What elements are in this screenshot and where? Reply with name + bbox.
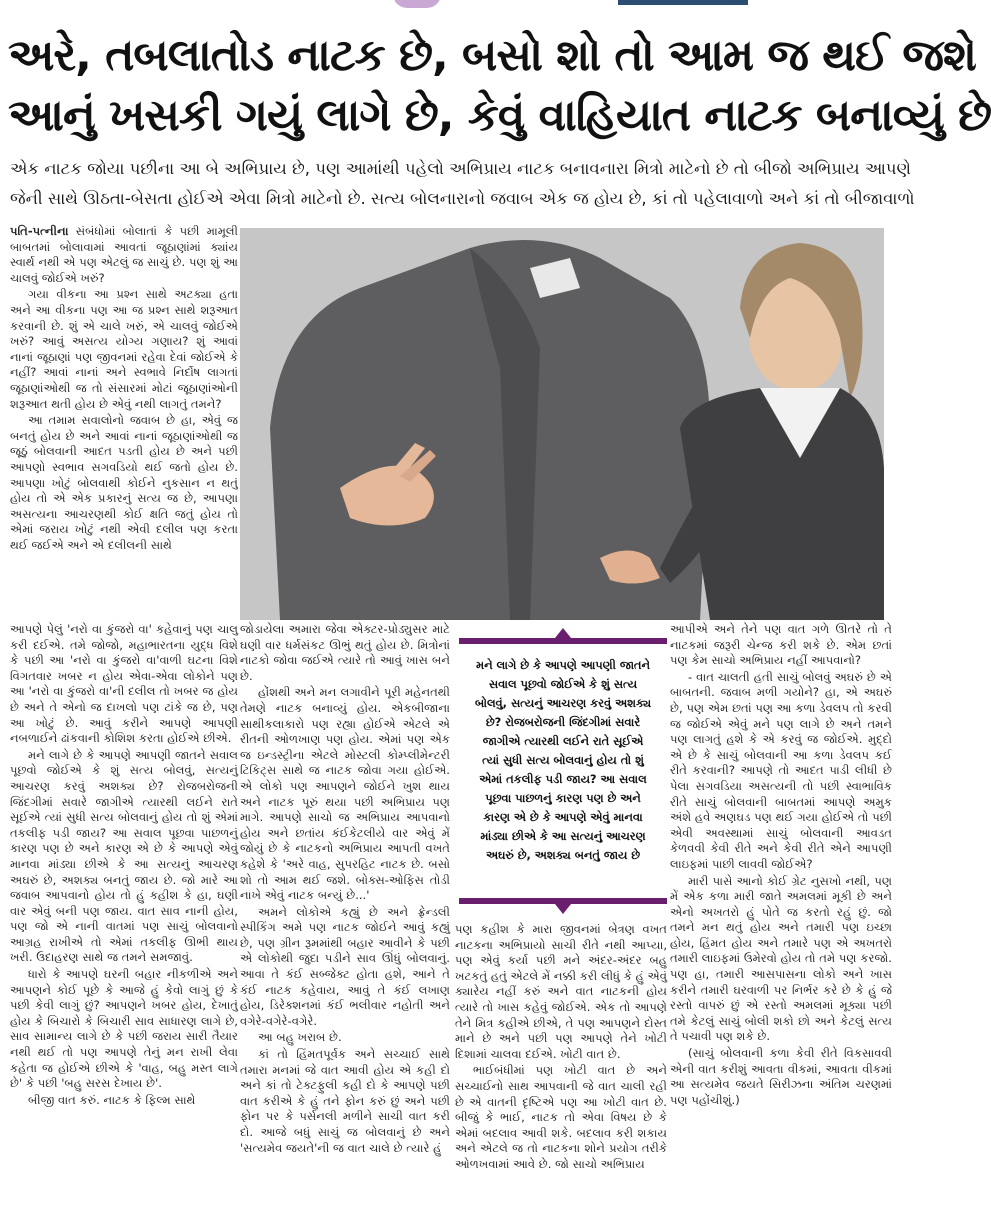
pull-quote-bottom-bar — [459, 898, 667, 916]
handshake-crossed-fingers-illustration — [240, 228, 884, 620]
column-1-bottom — [10, 622, 238, 1214]
paragraph: આ બહુ ખરાબ છે. — [258, 1030, 342, 1045]
deck-line-2: જેની સાથે ઊઠતા-બેસતા હોઈએ એવા મિત્રો માટેનો છે. સત્ય બોલનારાનો જવાબ એક જ હોય છે, કાં તો પહેલાવાળો અને કાં તો બીજાવાળો — [10, 189, 915, 208]
column-4 — [670, 622, 892, 1214]
article-photo — [240, 228, 884, 620]
section-tab — [393, 0, 441, 8]
headline-line-2: આનું ખસકી ગયું લાગે છે, કેવું વાહિયાત નાટક બનાવ્યું છે — [8, 90, 991, 141]
column-1-top — [10, 224, 238, 620]
pull-quote-top-bar — [459, 626, 667, 644]
paragraph: (સાચું બોલવાની કળા કેવી રીતે વિકસાવવી એની વાત કરીશું આવતા વીકમાં, આવતા વીકમાં આ સત્યમેવ જયતે સિરીઝના અંતિમ ચરણમાં પણ પહોંચીશું.) — [670, 1046, 892, 1107]
top-photo-edge — [618, 0, 748, 5]
paragraph: બીજી વાત કરું. નાટક કે ફિલ્મ સાથે — [28, 1092, 196, 1107]
column-2 — [240, 622, 450, 1214]
paragraph: જોડાયેલા અમારા જેવા એક્ટર-પ્રોડ્યુસર માટે ઘણી વાર ધર્મસંકટ ઊભું થતું હોય છે. મિત્રોનાં નાટકો જોવા જઈએ ત્યારે તો આવું ખાસ બને છે. — [240, 622, 450, 683]
pull-quote — [459, 626, 667, 916]
paragraph: હોંશથી અને મન લગાવીને પૂરી મહેનતથી તેમણે નાટક બનાવ્યું હોય. એકબીજાના સાથીકલાકારો પણ રહ્યા હોઈએ એટલે એ રીતની ઓળખાણ પણ હોય. એમાં પણ એક જ ઇન્ડસ્ટ્રીના એટલે મોસ્ટલી કોમ્પ્લીમેન્ટરી ટિકિટ્સ સાથે જ નાટક જોવા ગયા હોઈએ. એ લોકો પણ આપણને જોઈને ખુશ થાય અને નાટક પૂરું થયા પછી અભિપ્રાય પણ માગે. આપણે સાચો જ અભિપ્રાય આપવાનો હોય અને છતાંય કંઈકેટલીયે વાર એવું મેં જોયું છે કે નાટકનો અભિપ્રાય આપતી વખતે કહેશે કે 'અરે વાહ, સુપરહિટ નાટક છે. બસો શો તો આમ થઈ જશે. બોક્સ-ઓફિસ તોડી નાખે એવું નાટક બન્યું છે...' — [240, 685, 450, 903]
deck-line-1: એક નાટક જોયા પછીના આ બે અભિપ્રાય છે, પણ આમાંથી પહેલો અભિપ્રાય નાટક બનાવનારા મિત્રો માટેનો છે તો બીજો અભિપ્રાય આપણે — [10, 159, 911, 178]
paragraph: આપીએ અને તેને પણ વાત ગળે ઊતરે તો તે નાટકમાં જરૂરી ચેન્જ કરી શકે છે. એમ છતાં પણ કેમ સાચો અભિપ્રાય નહીં આપવાનો? — [670, 622, 892, 668]
headline-line-1: અરે, તબલાતોડ નાટક છે, બસો શો તો આમ જ થઈ જશે — [8, 30, 976, 81]
paragraph: - વાત ચાલતી હતી સાચું બોલવું અઘરું છે એ બાબતની. જવાબ મળી ગયોને? હા, એ અઘરું છે, પણ એમ છતાં પણ આ કળા ડેવલપ તો કરવી જ જોઈએ એવું મને પણ લાગે છે અને તમને પણ લાગતું હશે કે એ કરવું જ જોઈએ. મુદ્દો એ છે કે સાચું બોલવાની આ કળા ડેવલપ કઈ રીતે કરવાની? આપણે તો આદત પાડી લીધી છે પેલા સગવડિયા અસત્યની તો પછી સ્વાભાવિક રીતે સાચું બોલવાની બાબતમાં આપણે અમુક અંશે હવે અણઘડ પણ થઈ ગયા હોઈએ તો પછી એવી અવસ્થામાં સાચું બોલવાની આવડત કેળવવી કેવી રીતે અને કેવી રીતે એને આપણી લાઇફમાં પાછી લાવવી જોઈએ? — [670, 669, 892, 871]
paragraph: કાં તો હિંમતપૂર્વક અને સચ્ચાઈ સાથે તમારા મનમાં જે વાત આવી હોય એ કહી દો અને કાં તો ટેક્ટફુલી કહી દો કે આપણે પછી વાત કરીએ કે હું તને ફોન કરું છું અને પછી ફોન પર કે પર્સનલી મળીને સાચી વાત કરી દો. આજે બધું સાચું જ બોલવાનું છે અને 'સત્યમેવ જયતે'ની જ વાત ચાલે છે ત્યારે હું — [240, 1047, 450, 1155]
paragraph: ભાઈબંધીમાં પણ ખોટી વાત છે અને સચ્ચાઈનો સાથ આપવાની જે વાત ચાલી રહી છે એ વાતની દૃષ્ટિએ પણ આ ખોટી વાત છે. બીજું કે ભાઈ, નાટક તો એવા વિષય છે કે એમાં બદલાવ આવી શકે. બદલાવ કરી શકાય અને એટલે જ તો નાટકના શોને પ્રયોગ તરીકે ઓળખવામાં આવે છે. જો સાચો અભિપ્રાય — [455, 1063, 667, 1171]
column-3 — [455, 922, 667, 1214]
pull-quote-text: મને લાગે છે કે આપણે આપણી જાતને સવાલ પૂછવો જોઈએ કે શું સત્ય બોલવું, સત્યનું આચરણ કરવું અશક્ય છે? રોજબરોજની જિંદગીમાં સવારે જાગીએ ત્યારથી લઈને રાતે સૂઈએ ત્યાં સુધી સત્ય બોલવાનું હોય તો શું એમાં તકલીફ પડી જાય? આ સવાલ પૂછવા પાછળનું કારણ પણ છે અને કારણ એ છે કે આપણે એવું માનવા માંડ્યા છીએ કે આ સત્યનું આચરણ અઘરું છે, અશક્ય બનતું જાય છે — [474, 658, 652, 862]
paragraph: આપણે પેલું 'નરો વા કુંજરો વા' કહેવાનું પણ ચાલુ કરી દઈએ. તમે જોજો, મહાભારતના યુદ્ધ વિશે કે પછી આ 'નરો વા કુંજરો વા'વાળી ઘટના વિશે વિગતવાર ખબર ન હોય એવા-એવા લોકોને પણ આ 'નરો વા કુંજરો વા'ની દલીલ તો ખબર જ હોય છે અને તે એનો જ દાખલો પણ ટાંકે જ છે, પણ આ ખોટું છે. આવું કરીને આપણે આપણી નબળાઈને ઢાંકવાની કોશિશ કરતા હોઈએ છીએ. — [10, 622, 238, 746]
lead-word: પતિ-પત્નીના — [10, 224, 69, 238]
paragraph: આ તમામ સવાલોનો જવાબ છે હા, એવું જ બનતું હોય છે અને આવાં નાનાં જૂઠાણાંઓથી જ જૂઠું બોલવાની આદત પડતી હોય છે અને પછી આપણો સ્વભાવ સગવડિયો થઈ જતો હોય છે. આપણા ખોટું બોલવાથી કોઈને નુકસાન ન થતું હોય તો એ એક પ્રકારનું સત્ય જ છે, આપણા અસત્યના આચરણથી કોઈ ક્ષતિ જતું હોય તો એમાં જરાય ખોટું નથી એવી દલીલ પણ કરતા થઈ જઈએ અને એ દલીલની સાથે — [10, 413, 238, 552]
paragraph: મારી પાસે આનો કોઈ ગ્રેટ નુસખો નથી, પણ મેં એક કળા મારી જાતે અમલમાં મૂકી છે અને એનો અખતરો હું પોતે જ કરતો રહું છું. જો તમને મન થતું હોય અને તમારી પણ ઇચ્છા હોય, હિંમત હોય અને તમારે પણ એ અખતરો તમારી લાઇફમાં ઉમેરવો હોય તો તમે પણ કરજો. પણ હા, તમારી આસપાસના લોકો અને ખાસ કરીને તમારી ઘરવાળી પર નિર્ભર કરે છે કે હું જે રસ્તો વાપરું છું એ રસ્તો અમલમાં મૂક્યા પછી તમે કેટલું સાચું બોલી શકો છો અને કેટલું સત્ય તે પચાવી પણ શકે છે. — [670, 873, 892, 1044]
top-strip — [0, 0, 900, 10]
paragraph: અમને લોકોએ કહ્યું છે અને ફ્રેન્ડલી સ્પીકિંગ અમે પણ નાટક જોઈને આવું કહ્યું છે, પણ ગ્રીન રૂમમાંથી બહાર આવીને કે પછી એ લોકોથી જુદા પડીને સાવ ઊંધું બોલવાનું. આવા તે કંઈ સબ્જેક્ટ હોતા હશે, આને તે કંઈ નાટક કહેવાય, આવું તે કંઈ લખાણ હોય, ડિરેક્શનમાં કંઈ ભલીવાર નહોતી અને વગેરે-વગેરે-વગેરે. — [240, 904, 450, 1028]
paragraph-text: સંબંધોમાં બોલાતાં કે પછી મામૂલી બાબતમાં બોલાવામાં આવતાં જૂઠાણાંમાં ક્યાંય સ્વાર્થ નથી એ પણ એટલું જ સાચું છે. પણ શું આ ચાલવું જોઈએ ખરું? — [10, 224, 239, 285]
paragraph: મને લાગે છે કે આપણે આપણી જાતને સવાલ પૂછવો જોઈએ કે શું સત્ય બોલવું, સત્યનું આચરણ કરવું અશક્ય છે? રોજબરોજની જિંદગીમાં સવારે જાગીએ ત્યારથી લઈને રાતે સૂઈએ ત્યાં સુધી સત્ય બોલવાનું હોય તો શું એમાં તકલીફ પડી જાય? આ સવાલ પૂછવા પાછળનું કારણ પણ છે અને કારણ એ છે કે આપણે એવું માનવા માંડ્યા છીએ કે આ સત્યનું આચરણ અઘરું છે, અશક્ય બનતું જાય છે. જો મારે આ જવાબ આપવાનો હોય તો હું કહીશ કે હા, ઘણી વાર એવું બની પણ જાય. વાત સાવ નાની હોય, પણ જો એ નાની વાતમાં પણ સાચું બોલવાનો આગ્રહ રાખીએ તો એમાં તકલીફ ઊભી થાય ખરી. ઉદાહરણ સાથે જ તમને સમજાવું. — [10, 747, 238, 965]
paragraph: ધારો કે આપણે ઘરની બહાર નીકળીએ અને આપણને કોઈ પૂછે કે આજે હું કેવો લાગું છું કે પછી કેવી લાગું છું? આપણને ખબર હોય, દેખાતું હોય કે બિચારો કે બિચારી સાવ સાધારણ લાગે છે, સાવ સામાન્ય લાગે છે કે પછી જરાય સારી તૈયાર નથી થઈ તો પણ આપણે તેનું મન રાખી લેવા કહેતા જ હોઈએ છીએ કે 'વાહ, બહુ મસ્ત લાગે છે' કે પછી 'બહુ સરસ દેખાય છે'. — [10, 967, 238, 1091]
paragraph — [10, 224, 238, 286]
paragraph: પણ કહીશ કે મારા જીવનમાં બેત્રણ વખત નાટકના અભિપ્રાયો સાચી રીતે નથી આપ્યા, પણ એવું કર્યા પછી મને અંદર-અંદર બહુ ખટકતું હતું એટલે મેં નક્કી કરી લીધું કે હું એવું ક્યારેય નહીં કરું અને વાત નાટકની હોય ત્યારે તો ખાસ કહેવું જોઈએ. એક તો આપણે તેને મિત્ર કહીએ છીએ, તે પણ આપણને દોસ્ત માને છે અને પછી પણ આપણે તેને ખોટી દિશામાં ચાલવા દઈએ. ખોટી વાત છે. — [455, 922, 667, 1061]
paragraph: ગયા વીકના આ પ્રશ્ન સાથે અટક્યા હતા અને આ વીકના પણ આ જ પ્રશ્ન સાથે શરૂઆત કરવાની છે. શું એ ચાલે ખરું, એ ચાલવું જોઈએ ખરું? આવું અસત્ય યોગ્ય ગણાય? શું આવાં નાનાં જૂઠાણાં પણ જીવનમાં રહેવા દેવાં જોઈએ કે નહીં? આવાં નાનાં અને સ્વભાવે નિર્દોષ લાગતાં જૂઠાણાંઓથી જ તો સંસારમાં મોટાં જૂઠાણાંઓની શરૂઆત થતી હોય છે એવું નથી લાગતું તમને? — [10, 287, 238, 411]
